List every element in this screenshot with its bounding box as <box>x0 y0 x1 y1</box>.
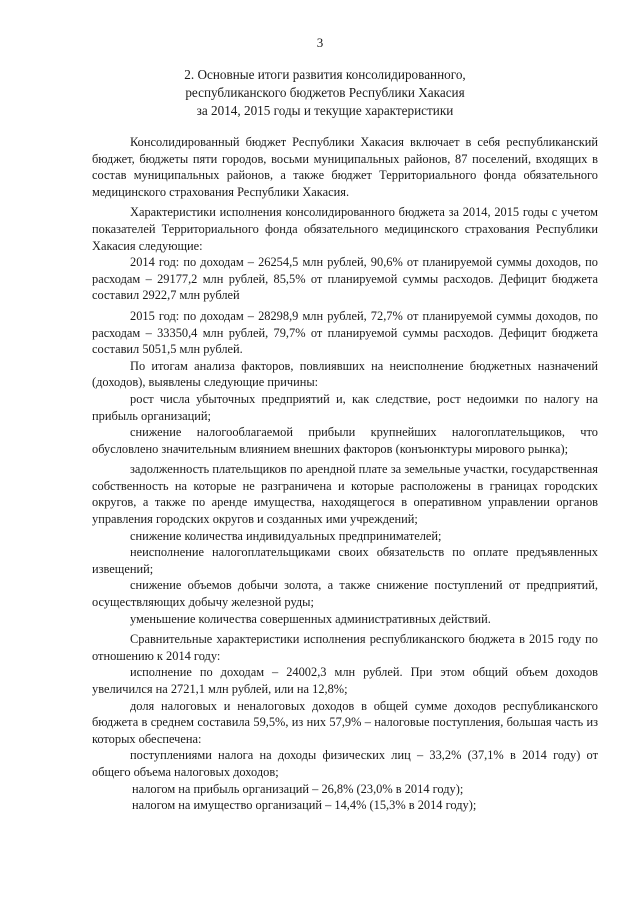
list-item: рост числа убыточных предприятий и, как следствие, рост недоимки по налогу на прибыль организаций; <box>92 391 598 423</box>
paragraph-comparison-intro: Сравнительные характеристики исполнения республиканского бюджета в 2015 году по отношению к 2014 году: <box>92 632 598 663</box>
paragraph-analysis-intro: По итогам анализа факторов, повлиявших на неисполнение бюджетных назначений (доходов), выявлены следующие причины: <box>92 358 598 390</box>
list-item: уменьшение количества совершенных административных действий. <box>130 611 491 626</box>
page-number: 3 <box>316 35 324 50</box>
paragraph-2015-results: 2015 год: по доходам – 28298,9 млн рублей, 72,7% от планируемой суммы доходов, по расходам – 33350,4 млн рублей, 79,7% от планируемой суммы расходов. Дефицит бюджета составил 5051,5 млн рублей. <box>92 308 598 357</box>
paragraph-characteristics: Характеристики исполнения консолидированного бюджета за 2014, 2015 годы с учетом показателей Территориального фонда обязательного медицинского страхования Республики Хакасия следующие: <box>92 205 598 253</box>
list-item: задолженность плательщиков по арендной плате за земельные участки, государственная собственность на которые не разграничена и которые расположены в границах городских округов, а также по аренде имущества, находящегося в оперативном управлении органов управления городских округов и созданных ими учреждений; <box>92 462 598 527</box>
paragraph-budget-composition: Консолидированный бюджет Республики Хакасия включает в себя республиканский бюджет, бюджеты пяти городов, восьми муниципальных районов, 87 поселений, входящих в состав муниципальных районов, а также бюджет Территориального фонда обязательного медицинского страхования Республики Хакасия. <box>92 135 598 199</box>
list-item: поступлениями налога на доходы физических лиц – 33,2% (37,1% в 2014 году) от общего объема налоговых доходов; <box>92 748 598 779</box>
heading-line: за 2014, 2015 годы и текущие характеристики <box>196 103 454 118</box>
list-item: снижение количества индивидуальных предпринимателей; <box>130 528 442 543</box>
document-body <box>92 134 598 814</box>
paragraph-2014-results: 2014 год: по доходам – 26254,5 млн рублей, 90,6% от планируемой суммы доходов, по расходам – 29177,2 млн рублей, 85,5% от планируемой суммы расходов. Дефицит бюджета составил 2922,7 млн рублей <box>92 255 598 303</box>
section-heading <box>120 66 530 120</box>
list-item: неисполнение налогоплательщиками своих обязательств по оплате предъявленных извещений; <box>92 545 598 576</box>
sub-list-item: налогом на имущество организаций – 14,4% (15,3% в 2014 году); <box>132 798 477 813</box>
list-item: снижение налогооблагаемой прибыли крупнейших налогоплательщиков, что обусловлено значительным влиянием внешних факторов (конъюнктуры мирового рынка); <box>92 425 598 456</box>
heading-line: 2. Основные итоги развития консолидированного, <box>184 67 466 82</box>
list-item: доля налоговых и неналоговых доходов в общей сумме доходов республиканского бюджета в среднем составила 59,5%, из них 57,9% – налоговые поступления, большая часть из которых обеспечена: <box>92 698 598 746</box>
sub-list-item: налогом на прибыль организаций – 26,8% (23,0% в 2014 году); <box>132 781 464 796</box>
heading-line: республиканского бюджетов Республики Хакасия <box>185 85 465 100</box>
list-item: снижение объемов добычи золота, а также снижение поступлений от предприятий, осуществляющих добычу железной руды; <box>92 578 598 610</box>
list-item: исполнение по доходам – 24002,3 млн рублей. При этом общий объем доходов увеличился на 2721,1 млн рублей, или на 12,8%; <box>92 665 598 696</box>
